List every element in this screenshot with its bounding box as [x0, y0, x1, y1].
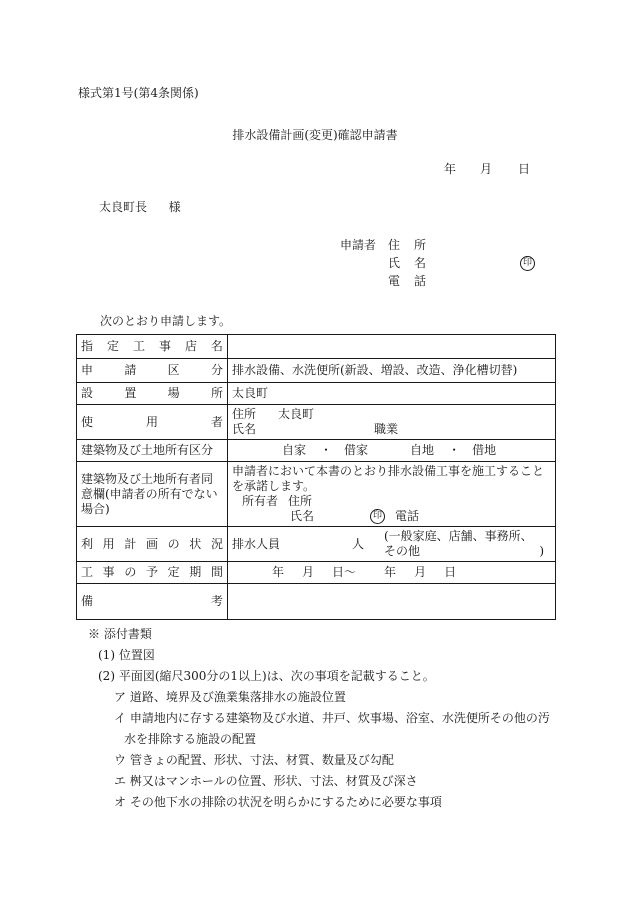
label-char: 区 — [167, 363, 180, 377]
label-char: 事 — [102, 565, 115, 579]
table-row — [77, 584, 556, 620]
contractor-label-text — [81, 339, 223, 354]
user-value — [228, 405, 556, 440]
label-char: 置 — [124, 386, 137, 400]
period-label — [77, 562, 228, 584]
note-item: ウ 管きょの配置、形状、寸法、材質、数量及び勾配 — [114, 753, 394, 767]
user-address-label: 住所 — [232, 407, 257, 421]
label-char: 備 — [81, 594, 94, 608]
usage-value — [228, 527, 556, 562]
ownership-label: 建築物及び土地所有区分 — [77, 440, 228, 462]
date-day: 日 — [518, 162, 531, 176]
label-char: 画 — [145, 536, 158, 551]
notes-header: ※ 添付書類 — [88, 627, 152, 641]
label-char: 請 — [124, 363, 137, 377]
table-row — [77, 562, 556, 584]
user-label-text — [81, 415, 223, 430]
usage-label — [77, 527, 228, 562]
notes-section — [88, 624, 550, 813]
rented-house: 借家 — [344, 443, 369, 457]
category-label-text — [81, 363, 223, 378]
dot-1: ・ — [320, 443, 333, 457]
owner-label: 所有者 — [242, 494, 279, 508]
applicant-seal-mark: 印 — [520, 256, 535, 271]
period-year: 年 — [272, 565, 285, 579]
remarks-label-text — [81, 594, 223, 609]
table-row — [77, 359, 556, 383]
usage-types-close: その他 — [384, 544, 421, 558]
label-char: の — [167, 536, 180, 551]
label-char: 予 — [145, 565, 158, 579]
usage-paren-close: ) — [539, 544, 544, 558]
label-char: 工 — [132, 339, 145, 353]
consent-label: 建築物及び土地所有者同意欄(申請者の所有でない場合) — [77, 462, 228, 527]
label-char: 事 — [158, 339, 171, 353]
usage-label-text — [81, 537, 223, 552]
contractor-value — [228, 335, 556, 359]
label-char: 利 — [81, 536, 94, 551]
label-char: 場 — [167, 386, 180, 400]
usage-people-label: 排水人員 — [232, 536, 281, 551]
location-label — [77, 383, 228, 405]
date-month: 月 — [480, 162, 493, 176]
applicant-label: 申請者 — [340, 238, 377, 252]
note-item: ア 道路、境界及び漁業集落排水の施設位置 — [114, 690, 346, 704]
consent-value — [228, 462, 556, 527]
user-label — [77, 405, 228, 440]
note-item: エ 桝又はマンホールの位置、形状、寸法、材質及び深さ — [114, 774, 418, 788]
rented-land: 借地 — [472, 443, 497, 457]
applicant-name-label: 氏名 — [388, 256, 441, 270]
label-char: 況 — [210, 536, 223, 551]
applicant-phone-label: 電話 — [388, 274, 441, 288]
applicant-address-label: 住所 — [388, 238, 441, 252]
period-month2: 月 — [414, 565, 427, 579]
label-char: 期 — [189, 565, 202, 579]
period-value — [228, 562, 556, 584]
remarks-value — [228, 584, 556, 620]
usage-types-open: (一般家庭、店舗、事務所、 — [384, 529, 533, 543]
label-char: 工 — [81, 565, 94, 579]
label-char: 店 — [184, 339, 197, 353]
user-address-value: 太良町 — [278, 407, 315, 421]
owner-name-label: 氏名 — [290, 509, 315, 523]
table-row — [77, 440, 556, 462]
addressee-name: 太良町長 — [99, 200, 148, 214]
label-char: 者 — [210, 414, 223, 429]
own-house: 自家 — [282, 443, 307, 457]
date-year: 年 — [444, 162, 457, 176]
applicant-block — [340, 236, 535, 290]
label-char: 状 — [189, 536, 202, 551]
label-char: の — [124, 565, 137, 579]
intro-text: 次のとおり申請します。 — [100, 314, 232, 328]
label-char: 間 — [210, 565, 223, 579]
period-label-text — [81, 565, 223, 580]
addressee — [99, 198, 181, 215]
note-item: オ その他下水の排除の状況を明らかにするために必要な事項 — [114, 795, 442, 809]
dot-2: ・ — [448, 443, 461, 457]
note-item: (1) 位置図 — [98, 648, 155, 662]
date-line — [444, 160, 530, 177]
table-row — [77, 462, 556, 527]
consent-text: 申請者において本書のとおり排水設備工事を施工することを承諾します。 — [232, 464, 545, 493]
label-char: 考 — [210, 594, 223, 608]
document-title: 排水設備計画(変更)確認申請書 — [232, 128, 398, 142]
label-char: 定 — [167, 565, 180, 579]
owner-address-label: 住所 — [288, 494, 313, 508]
table-row — [77, 383, 556, 405]
note-item: イ 申請地内に存する建築物及び水道、井戸、炊事場、浴室、水洗便所その他の汚 — [114, 711, 550, 725]
location-label-text — [81, 386, 223, 401]
category-label — [77, 359, 228, 383]
location-value: 太良町 — [228, 383, 556, 405]
contractor-label — [77, 335, 228, 359]
label-char: 用 — [102, 536, 115, 551]
label-char: 使 — [81, 414, 94, 429]
usage-people-unit: 人 — [351, 536, 364, 551]
note-item: (2) 平面図(縮尺300分の1以上)は、次の事項を記載すること。 — [98, 669, 435, 683]
addressee-honorific: 様 — [168, 200, 181, 214]
user-job-label: 職業 — [374, 422, 399, 436]
application-table — [76, 334, 556, 620]
own-land: 自地 — [410, 443, 435, 457]
label-char: 所 — [210, 386, 223, 400]
label-char: 申 — [81, 363, 94, 377]
label-char: 定 — [106, 339, 119, 353]
table-row — [77, 405, 556, 440]
label-char: 指 — [81, 339, 94, 353]
label-char: 名 — [210, 339, 223, 353]
category-value: 排水設備、水洗便所(新設、増設、改造、浄化槽切替) — [228, 359, 556, 383]
period-month: 月 — [302, 565, 315, 579]
label-char: 計 — [124, 536, 137, 551]
label-char: 分 — [210, 363, 223, 377]
form-number: 様式第1号(第4条関係) — [78, 86, 199, 100]
period-year2: 年 — [384, 565, 397, 579]
note-item: 水を排除する施設の配置 — [124, 732, 257, 746]
period-day-from: 日〜 — [332, 565, 357, 579]
ownership-value — [228, 440, 556, 462]
owner-seal-mark: 印 — [370, 509, 385, 524]
user-name-label: 氏名 — [232, 422, 257, 436]
owner-phone-label: 電話 — [395, 509, 420, 523]
remarks-label — [77, 584, 228, 620]
table-row — [77, 527, 556, 562]
label-char: 設 — [81, 386, 94, 400]
label-char: 用 — [145, 414, 158, 429]
table-row — [77, 335, 556, 359]
period-day2: 日 — [444, 565, 457, 579]
